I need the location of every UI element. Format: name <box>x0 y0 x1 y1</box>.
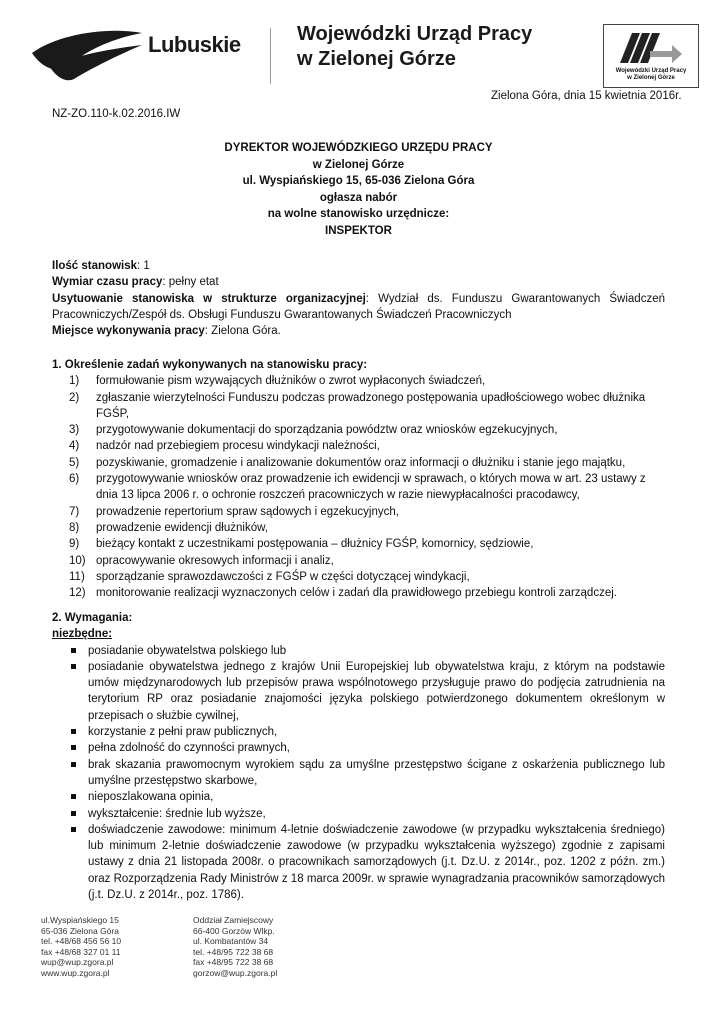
list-item: korzystanie z pełni praw publicznych, <box>52 724 665 740</box>
footer-line: www.wup.zgora.pl <box>41 967 110 978</box>
announcement-line: ul. Wyspiańskiego 15, 65-036 Zielona Góra <box>242 175 475 187</box>
wup-logo-caption <box>604 68 698 82</box>
list-item: 3) przygotowywanie dokumentacji do sporządzania powództw oraz wniosków egzekucyjnych, <box>69 424 558 437</box>
positions-count: Ilość stanowisk: 1 <box>52 260 150 272</box>
announcement-line: ogłasza nabór <box>319 191 398 204</box>
reference-number: NZ-ZO.110-k.02.2016.IW <box>52 108 181 120</box>
org-title-line2: w Zielonej Górze <box>297 48 456 70</box>
requirements-section <box>52 610 665 903</box>
work-location: Miejsce wykonywania pracy: Zielona Góra. <box>52 325 281 338</box>
footer-line: gorzow@wup.zgora.pl <box>193 967 278 978</box>
tasks-section <box>52 357 665 601</box>
footer-line: Oddział Zamiejscowy <box>193 915 274 925</box>
list-item: 9) bieżący kontakt z uczestnikami postępowania – dłużnicy FGŚP, komornicy, sędziowie, <box>69 538 534 551</box>
org-title <box>297 22 532 72</box>
requirements-subtitle: niezbędne: <box>52 628 113 641</box>
list-item: wykształcenie: średnie lub wyższe, <box>52 806 665 822</box>
footer-line: ul. Kombatantów 34 <box>193 936 269 946</box>
footer-line: ul.Wyspiańskiego 15 <box>41 915 119 925</box>
list-item: 2) zgłaszanie wierzytelności Funduszu podczas prowadzonego postępowania upadłościowego wobec dłużnika FGŚP, <box>69 391 646 420</box>
list-item: 12) monitorowanie realizacji wyznaczonych celów i zadań dla prawidłowego przebiegu kontroli zarządczej. <box>69 587 617 600</box>
requirements-list <box>52 643 665 904</box>
list-item: 7) prowadzenie repertorium spraw sądowych i egzekucyjnych, <box>69 505 399 518</box>
list-item: 1) formułowanie pism wzywających dłużników o zwrot wypłaconych świadczeń, <box>69 375 486 388</box>
list-item: doświadczenie zawodowe: minimum 4-letnie doświadczenie zawodowe (w przypadku wykształcenia średniego) lub minimum 2-letnie doświadczenie zawodowe (w przypadku wykształcenia wyższego) zgodnie z zapisami ustawy z dnia 21 listopada 2008r. o pracownikach samorządowych (j.t. Dz.U. z 2014r., poz. 1202 z późn. zm.) oraz Rozporządzenia Rady Ministrów z 18 marca 2009r. w sprawie wynagradzania pracowników samorządowych (j.t. Dz.U. z 2014r., poz. 1786). <box>52 822 665 903</box>
org-title-line1: Wojewódzki Urząd Pracy <box>297 23 533 45</box>
list-item: posiadanie obywatelstwa polskiego lub <box>52 643 665 659</box>
announcement-heading <box>52 140 665 239</box>
lubuskie-swoosh-icon <box>30 25 150 85</box>
org-placement: Usytuowanie stanowiska w strukturze organizacyjnej: Wydział ds. Funduszu Gwarantowanych Świadczeń Pracowniczych/Zespół ds. Obsługi Funduszu Gwarantowanych Świadczeń Pracowniczych <box>52 292 665 321</box>
footer-line: fax +48/95 722 38 68 <box>193 957 274 967</box>
footer-line: fax +48/68 327 01 11 <box>41 946 121 957</box>
footer-branch-office <box>193 915 277 978</box>
list-item: 6) przygotowywanie wniosków oraz prowadzenie ich ewidencji w sprawach, o których mowa w art. 23 ustawy z dnia 13 lipca 2006 r. o ochronie roszczeń pracowniczych w razie niewypłacalności pracodawcy, <box>69 473 646 502</box>
tasks-title: 1. Określenie zadań wykonywanych na stanowisku pracy: <box>52 359 368 371</box>
list-item: 8) prowadzenie ewidencji dłużników, <box>69 521 268 534</box>
footer-line: 65-036 Zielona Góra <box>41 925 119 936</box>
list-item: nieposzlakowana opinia, <box>52 789 665 805</box>
position-details <box>52 258 665 339</box>
footer-line: 66-400 Gorzów Wlkp. <box>193 925 275 936</box>
list-item: 11) sporządzanie sprawozdawczości z FGŚP w części dotyczącej windykacji, <box>69 570 470 583</box>
announcement-line: INSPEKTOR <box>325 224 392 237</box>
list-item: 4) nadzór nad przebiegiem procesu windykacji należności, <box>69 440 380 453</box>
tasks-list <box>52 373 665 601</box>
announcement-line: w Zielonej Górze <box>312 158 405 171</box>
list-item: brak skazania prawomocnym wyrokiem sądu za umyślne przestępstwo ścigane z oskarżenia publicznego lub umyślne przestępstwo skarbowe, <box>52 757 665 790</box>
lubuskie-brand-text: Lubuskie <box>148 32 241 57</box>
header-divider <box>270 28 271 84</box>
wup-arrow-logo-icon <box>618 29 684 67</box>
logo-caption-line2: w Zielonej Górze <box>627 75 675 81</box>
announcement-line: DYREKTOR WOJEWÓDZKIEGO URZĘDU PRACY <box>224 142 493 154</box>
date-line: Zielona Góra, dnia 15 kwietnia 2016r. <box>491 90 682 102</box>
footer-line: tel. +48/68 456 56 10 <box>41 936 122 946</box>
list-item: 10) opracowywanie okresowych informacji i analiz, <box>69 554 334 567</box>
list-item: pełna zdolność do czynności prawnych, <box>52 740 665 756</box>
list-item: 5) pozyskiwanie, gromadzenie i analizowanie dokumentów oraz informacji o dłużniku i stanie jego majątku, <box>69 456 626 469</box>
footer-line: tel. +48/95 722 38 68 <box>193 946 274 957</box>
logo-caption-line1: Wojewódzki Urząd Pracy <box>615 68 687 74</box>
footer-line: wup@wup.zgora.pl <box>41 957 114 967</box>
list-item: posiadanie obywatelstwa jednego z krajów Unii Europejskiej lub obywatelstwa kraju, z którym na podstawie umów międzynarodowych lub przepisów prawa wspólnotowego przysługuje prawo do podjęcia zatrudnienia na terytorium RP oraz posiadanie znajomości języka polskiego potwierdzonego dokumentem określonym w przepisach o służbie cywilnej, <box>52 659 665 724</box>
wup-logo-box <box>603 24 699 88</box>
requirements-title: 2. Wymagania: <box>52 612 133 624</box>
announcement-line: na wolne stanowisko urzędnicze: <box>267 208 450 220</box>
work-time: Wymiar czasu pracy: pełny etat <box>52 276 219 289</box>
footer-main-office <box>41 915 121 978</box>
